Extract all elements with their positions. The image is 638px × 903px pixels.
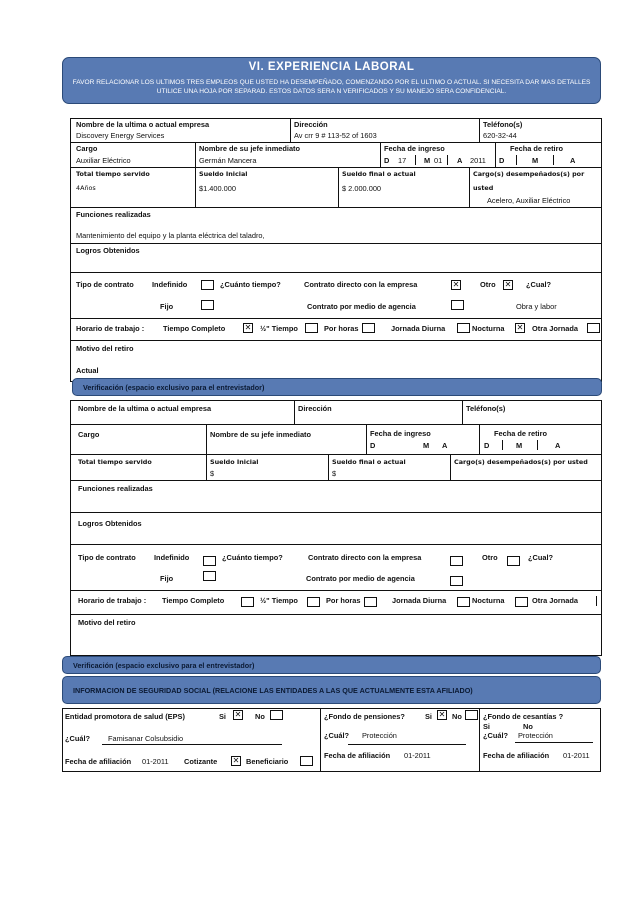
job1-salary-start: $1.400.000 [199, 184, 236, 193]
job1-fixed-label: Fijo [160, 302, 174, 311]
job1-employer-label: Nombre de la ultima o actual empresa [76, 120, 210, 129]
job2-start-m: M [423, 441, 430, 450]
job1-positions: Acelero, Auxiliar Eléctrico [487, 196, 571, 205]
job2-full-time-label: Tiempo Completo [162, 596, 225, 605]
job2-full-time-checkbox[interactable] [241, 597, 254, 607]
job1-employer: Discovery Energy Services [76, 131, 165, 140]
job2-other-shift-marker [596, 596, 597, 606]
instructions: FAVOR RELACIONAR LOS ULTIMOS TRES EMPLEOS QUE USTED HA DESEMPEÑADO, COMENZANDO POR EL ULTIMO O ACTUAL. SI NECESITA DAR MAS DETALLES UTILICE UNA HOJA POR SEPARAD. ESTOS DATOS SERA N VERIFICADOS Y SU MANEJO SERA CONFIDENCIAL. [72, 79, 591, 95]
severance-yes-label: Si [483, 722, 490, 731]
job2-hourly-checkbox[interactable] [364, 597, 377, 607]
job2-boss-label: Nombre de su jefe inmediato [210, 430, 312, 439]
job1-boss: Germán Mancera [199, 156, 257, 165]
job1-end-a: A [570, 156, 576, 165]
job2-achievements-label: Logros Obtenidos [78, 519, 142, 528]
job2-end-d: D [484, 441, 490, 450]
job1-half-time-label: ½" Tiempo [260, 324, 298, 333]
severance-affiliation-label: Fecha de afiliación [483, 751, 550, 760]
job2-half-time-label: ½" Tiempo [260, 596, 298, 605]
pension-yes-checkbox[interactable]: ✕ [438, 710, 446, 719]
job1-half-time-checkbox[interactable] [305, 323, 318, 333]
job2-other-checkbox[interactable] [507, 556, 520, 566]
job1-leaving-label: Motivo del retiro [76, 344, 134, 353]
job1-indefinite-label: Indefinido [152, 280, 188, 289]
severance-which-label: ¿Cuál? [483, 731, 509, 740]
job2-agency-contract-checkbox[interactable] [450, 576, 463, 586]
job1-other-checkbox[interactable]: ✕ [504, 280, 512, 289]
pension-affiliation-label: Fecha de afiliación [324, 751, 391, 760]
job2-direct-contract-label: Contrato directo con la empresa [308, 553, 422, 562]
eps-value: Famisanar Colsubsidio [108, 734, 184, 743]
eps-affiliation-date: 01-2011 [142, 757, 169, 766]
job2-salary-end: $ [332, 469, 337, 478]
job1-start-d: D [384, 156, 390, 165]
job1-salary-start-label: Sueldo Inicial [199, 170, 248, 178]
job1-full-time-checkbox[interactable]: ✕ [244, 323, 252, 332]
job1-positions-label-2: usted [473, 184, 494, 192]
job2-day-shift-checkbox[interactable] [457, 597, 470, 607]
job2-salary-end-label: Sueldo final o actual [332, 458, 406, 466]
job1-night-shift-label: Nocturna [472, 324, 505, 333]
severance-label: ¿Fondo de cesantías ? [483, 712, 564, 721]
job2-end-label: Fecha de retiro [494, 429, 547, 438]
job1-functions: Mantenimiento del equipo y la planta eléctrica del taladro, [76, 231, 265, 240]
job1-end-label: Fecha de retiro [510, 144, 563, 153]
job1-other-shift-label: Otra Jornada [532, 324, 579, 333]
job1-salary-end-label: Sueldo final o actual [342, 170, 416, 178]
job2-fixed-label: Fijo [160, 574, 174, 583]
job1-direct-contract-checkbox[interactable]: ✕ [452, 280, 460, 289]
pension-which-label: ¿Cuál? [324, 731, 350, 740]
job1-which-label: ¿Cual? [526, 280, 552, 289]
job2-schedule-label: Horario de trabajo : [78, 596, 147, 605]
job1-fixed-checkbox[interactable] [201, 300, 214, 310]
job2-which-label: ¿Cual? [528, 553, 554, 562]
job2-start-label: Fecha de ingreso [370, 429, 431, 438]
contributor-checkbox[interactable]: ✕ [232, 756, 240, 765]
job1-day-shift-label: Jornada Diurna [391, 324, 446, 333]
job2-direct-contract-checkbox[interactable] [450, 556, 463, 566]
job2-salary-start: $ [210, 469, 215, 478]
severance-value: Protección [518, 731, 553, 740]
job1-end-m: M [532, 156, 539, 165]
job2-half-time-checkbox[interactable] [307, 597, 320, 607]
job1-other-value: Obra y labor [516, 302, 557, 311]
job2-start-d: D [370, 441, 376, 450]
beneficiary-checkbox[interactable] [300, 756, 313, 766]
severance-no-label: No [523, 722, 533, 731]
job1-salary-end: $ 2.000.000 [342, 184, 382, 193]
job1-address: Av crr 9 # 113-52 of 1603 [294, 131, 377, 140]
job1-phone: 620-32-44 [483, 131, 517, 140]
social-security-bar: INFORMACION DE SEGURIDAD SOCIAL (RELACIONE LAS ENTIDADES A LAS QUE ACTUALMENTE ESTA AFILIADO) [62, 676, 601, 704]
pension-label: ¿Fondo de pensiones? [324, 712, 405, 721]
section-header [62, 57, 601, 104]
job1-boss-label: Nombre de su jefe inmediato [199, 144, 301, 153]
eps-no-checkbox[interactable] [270, 710, 283, 720]
beneficiary-label: Beneficiario [246, 757, 289, 766]
job1-indefinite-checkbox[interactable] [201, 280, 214, 290]
severance-affiliation-date: 01-2011 [563, 751, 590, 760]
job2-night-shift-checkbox[interactable] [515, 597, 528, 607]
job2-time-label: Total tiempo servido [78, 458, 152, 466]
job1-achievements-label: Logros Obtenidos [76, 246, 140, 255]
job1-how-long-label: ¿Cuánto tiempo? [220, 280, 281, 289]
job2-end-m: M [516, 441, 523, 450]
job1-agency-contract-checkbox[interactable] [451, 300, 464, 310]
job1-functions-label: Funciones realizadas [76, 210, 151, 219]
job2-address-label: Dirección [298, 404, 332, 413]
job1-start-label: Fecha de ingreso [384, 144, 445, 153]
job1-other-label: Otro [480, 280, 496, 289]
pension-value: Protección [362, 731, 397, 740]
job2-contract-label: Tipo de contrato [78, 553, 136, 562]
job1-direct-contract-label: Contrato directo con la empresa [304, 280, 418, 289]
job1-hourly-label: Por horas [324, 324, 359, 333]
job1-other-shift-checkbox[interactable] [587, 323, 600, 333]
job1-start-m: M [424, 156, 431, 165]
job2-other-label: Otro [482, 553, 498, 562]
verification-bar: Verificación (espacio exclusivo para el entrevistador) [72, 378, 602, 396]
eps-yes-label: Si [219, 712, 226, 721]
job1-time: 4Años [76, 184, 96, 192]
job1-start-d-value: 17 [398, 156, 407, 165]
job1-address-label: Dirección [294, 120, 328, 129]
job1-hourly-checkbox[interactable] [362, 323, 375, 333]
section-title: VI. EXPERIENCIA LABORAL [248, 61, 415, 73]
job1-positions-label-1: Cargo(s) desempeñados(s) por [473, 170, 585, 178]
verification-bar-2: Verificación (espacio exclusivo para el entrevistador) [62, 656, 601, 674]
job2-agency-contract-label: Contrato por medio de agencia [306, 574, 415, 583]
job2-employer-label: Nombre de la ultima o actual empresa [78, 404, 212, 413]
job2-day-shift-label: Jornada Diurna [392, 596, 447, 605]
job1-day-shift-checkbox[interactable] [457, 323, 470, 333]
job2-leaving-label: Motivo del retiro [78, 618, 136, 627]
job2-hourly-label: Por horas [326, 596, 361, 605]
contributor-label: Cotizante [184, 757, 218, 766]
job1-block [70, 118, 602, 382]
job1-schedule-label: Horario de trabajo : [76, 324, 145, 333]
job1-contract-label: Tipo de contrato [76, 280, 134, 289]
job2-fixed-checkbox[interactable] [203, 571, 216, 581]
job1-start-a: A [457, 156, 463, 165]
job2-functions-label: Funciones realizadas [78, 484, 153, 493]
job1-phone-label: Teléfono(s) [483, 120, 523, 129]
pension-affiliation-date: 01-2011 [404, 751, 431, 760]
job2-position-label: Cargo [78, 430, 100, 439]
job2-other-shift-label: Otra Jornada [532, 596, 579, 605]
eps-label: Entidad promotora de salud (EPS) [65, 712, 185, 721]
job2-phone-label: Teléfono(s) [466, 404, 506, 413]
job2-positions-label: Cargo(s) desempeñados(s) por usted [454, 458, 588, 466]
eps-affiliation-label: Fecha de afiliación [65, 757, 132, 766]
eps-yes-checkbox[interactable]: ✕ [234, 710, 242, 719]
job1-night-shift-checkbox[interactable]: ✕ [516, 323, 524, 332]
job2-night-shift-label: Nocturna [472, 596, 505, 605]
job1-position-label: Cargo [76, 144, 98, 153]
eps-no-label: No [255, 712, 265, 721]
job1-leaving: Actual [76, 366, 99, 375]
eps-which-label: ¿Cuál? [65, 734, 91, 743]
job1-end-d: D [499, 156, 505, 165]
job2-end-a: A [555, 441, 561, 450]
job2-indefinite-label: Indefinido [154, 553, 190, 562]
job2-how-long-label: ¿Cuánto tiempo? [222, 553, 283, 562]
job2-indefinite-checkbox[interactable] [203, 556, 216, 566]
pension-yes-label: Si [425, 712, 432, 721]
pension-no-label: No [452, 712, 462, 721]
job2-start-a: A [442, 441, 448, 450]
job1-start-m-value: 01 [434, 156, 443, 165]
job2-block [70, 400, 602, 656]
pension-no-checkbox[interactable] [465, 710, 478, 720]
job1-position: Auxiliar Eléctrico [76, 156, 131, 165]
job2-salary-start-label: Sueldo Inicial [210, 458, 259, 466]
job1-start-a-value: 2011 [470, 156, 486, 165]
job1-full-time-label: Tiempo Completo [163, 324, 226, 333]
job1-time-label: Total tiempo servido [76, 170, 150, 178]
job1-agency-contract-label: Contrato por medio de agencia [307, 302, 416, 311]
